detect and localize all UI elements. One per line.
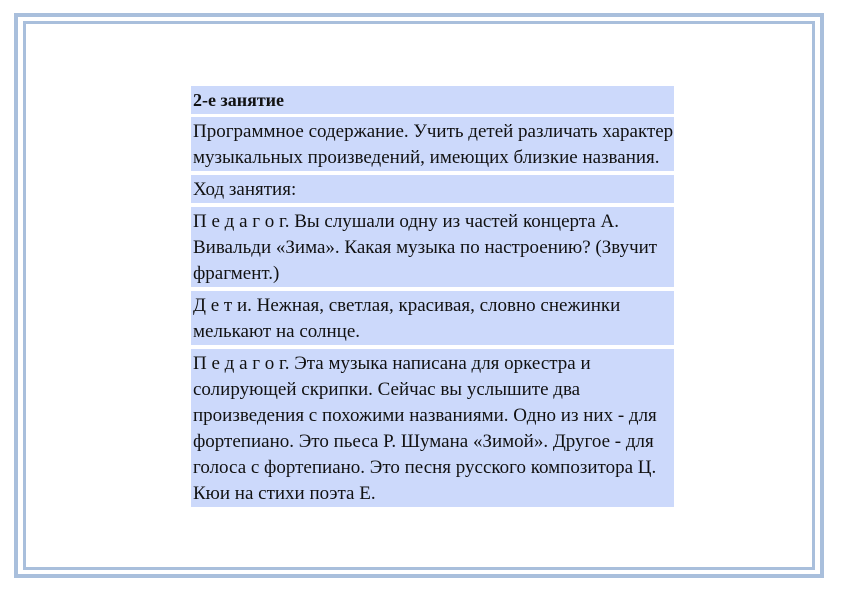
paragraph-text: Программное содержание. Учить детей различать характер музыкальных произведений, имеющих близкие названия.: [193, 121, 674, 168]
paragraph-lesson-flow: [191, 175, 674, 203]
paragraph-program-content: [191, 117, 674, 171]
paragraph-text: Нежная, светлая, красивая, словно снежинки мелькают на солнце.: [193, 295, 621, 342]
paragraph-teacher-2: [191, 349, 674, 507]
speaker-label: П е д а г о г.: [193, 353, 290, 374]
paragraph-text: Вы слушали одну из частей концерта А. Вивальди «Зима». Какая музыка по настроению? (Звучит фрагмент.): [193, 211, 658, 284]
speaker-label: П е д а г о г.: [193, 211, 290, 232]
paragraph-text: Ход занятия:: [193, 179, 297, 200]
lesson-title: 2-е занятие: [191, 86, 674, 114]
paragraph-children: [191, 291, 674, 345]
text-block: [191, 86, 674, 537]
paragraph-text: Эта музыка написана для оркестра и солирующей скрипки. Сейчас вы услышите два произведения с похожими названиями. Одно из них - для фортепиано. Это пьеса Р. Шумана «Зимой». Другое - для голоса с фортепиано. Это песня русского композитора Ц. Кюи на стихи поэта Е.: [193, 353, 657, 504]
speaker-label: Д е т и.: [193, 295, 252, 316]
paragraph-teacher-1: [191, 207, 674, 287]
